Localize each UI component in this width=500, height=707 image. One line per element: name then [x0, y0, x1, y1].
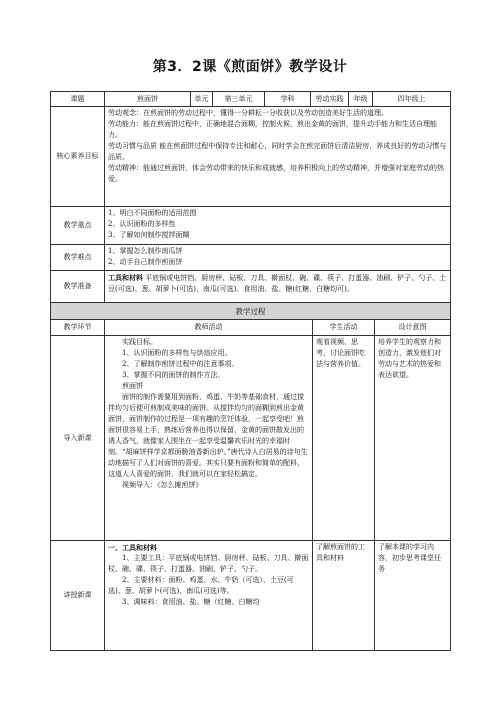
key-points-content	[105, 207, 451, 245]
teaching-process-table	[50, 302, 451, 651]
teacher-heading: 一、工具和材料	[108, 543, 157, 552]
core-goal-line: 劳动能力：能在煎面饼过程中，正确地混合面糊，控制火候，煎出金黄的面饼，提升动手能力和生活自理能力。	[108, 120, 437, 139]
header-topic: 课题	[51, 92, 105, 107]
intro-teacher-activity	[105, 336, 313, 541]
key-point-line: 1、明白不同面粉的适用范围	[108, 209, 197, 217]
key-points-label: 教学重点	[51, 207, 105, 245]
teacher-line: 1、认识面粉的多样性与烘焙应用。	[122, 349, 232, 357]
teacher-line: 1、主要工具：平底锅或电饼铛、厨房秤、砧板、刀具、擀面杖、碗、碟、筷子、打蛋器、油刷、铲子、勺子。	[108, 554, 309, 573]
header-unit: 单元	[191, 92, 213, 107]
teacher-line: 实践目标。	[122, 338, 157, 346]
preparation-label: 教学准备	[51, 271, 105, 303]
teacher-line: 3、调味料：食用油、盐、糖（红糖、白糖均	[122, 598, 260, 606]
core-goal-line: 劳动精神：能通过煎面饼，体会劳动带来的快乐和成就感，培养积极向上的劳动精神，并增强对家庭劳动的热爱。	[108, 164, 444, 183]
header-grade: 年级	[349, 92, 373, 107]
difficulty-content	[105, 245, 451, 271]
header-subject: 学科	[265, 92, 311, 107]
lecture-teacher-activity	[105, 541, 313, 651]
teacher-line: 视频导入：《怎么摊煎饼》	[122, 481, 203, 489]
preparation-text: 平底锅或电饼铛、厨房秤、砧板、刀具、擀面杖、碗、碟、筷子、打蛋器、油刷、铲子、勺子、土豆(可选)、葱、胡萝卜(可选)、南瓜(可选)、食用油、盐、糖(红糖、白糖均可)。	[108, 274, 447, 293]
lecture-student-activity: 了解煎面饼的工具和材料	[313, 541, 375, 651]
core-goal-line: 劳动习惯与品质 能在煎面饼过程中保持专注和耐心，同时学会在煎完面饼后清洁厨房，养成良好的劳动习惯与品质。	[108, 142, 447, 161]
teacher-line: 2、了解制作煎饼过程中的注意事项。	[122, 360, 239, 368]
difficulty-line: 1、掌握怎么制作南瓜饼	[108, 247, 183, 255]
core-goal-line: 劳动观念：在煎面饼的劳动过程中，懂得一分耕耘一分收获以及劳动创造美好生活的道理。	[108, 109, 388, 117]
intro-student-activity: 观看视频，思考，讨论面饼吃法与营养价值。	[313, 336, 375, 541]
header-stage: 教学环节	[51, 320, 105, 336]
subject-value: 劳动实践	[311, 92, 349, 107]
unit-value: 第三单元	[213, 92, 265, 107]
difficulty-label: 教学难点	[51, 245, 105, 271]
preparation-content	[105, 271, 451, 303]
lecture-stage: 讲授新课	[51, 541, 105, 651]
topic-value: 煎面饼	[105, 92, 191, 107]
process-banner: 教学过程	[51, 303, 451, 320]
core-goals-label: 核心素养目标	[51, 107, 105, 207]
preparation-lead: 工具和材料	[108, 273, 143, 282]
header-student: 学生活动	[313, 320, 375, 336]
key-point-line: 2、认识面粉的多样性	[108, 220, 176, 228]
teacher-line: 2、主要材料：面粉、鸡蛋、水、牛奶（可选）、土豆(可选)、葱、胡萝卜(可选)、南瓜(可选)等。	[108, 576, 294, 595]
teacher-line: 煎面饼	[122, 382, 143, 390]
teacher-line: 3、掌握不同的面饼的制作方法。	[122, 371, 225, 379]
lecture-design-intent: 了解本课的学习内容，初步思考课堂任务	[375, 541, 451, 651]
header-intent: 设计意图	[375, 320, 451, 336]
page-title: 第3．2课《煎面饼》教学设计	[152, 59, 348, 75]
key-point-line: 3、了解如何制作搅拌面糊	[108, 231, 190, 239]
teacher-paragraph: 面饼的制作需要用到面粉、鸡蛋、牛奶等基础食材，通过搅拌均匀后便可煎制成美味的面饼。从搅拌均匀的面糊到煎出金黄面饼，面饼制作的过程是一项有趣的烹饪体验，一起享受吧！煎面饼很容易上手，熟练后营养也得以保留，金黄的面饼散发出的诱人香气，就像家人围坐在一起享受温馨欢乐时光的幸福时刻。“胡麻饼样学京都面脆油香新出炉。”唐代诗人白居易的诗句生动地描写了人们对面饼的喜爱。其实只要有面粉和简单的配料，这道人人喜爱的面饼，我们就可以在家轻松搞定。	[108, 393, 308, 478]
grade-value: 四年级上	[373, 92, 451, 107]
intro-design-intent: 培养学生的观察力和创造力，激发他们对劳动与艺术的热爱和表达欲望。	[375, 336, 451, 541]
lesson-info-table	[50, 91, 451, 303]
header-teacher: 教师活动	[105, 320, 313, 336]
intro-stage: 导入新课	[51, 336, 105, 541]
difficulty-line: 2、动手自己制作煎面饼	[108, 258, 183, 266]
core-goals-content	[105, 107, 451, 207]
